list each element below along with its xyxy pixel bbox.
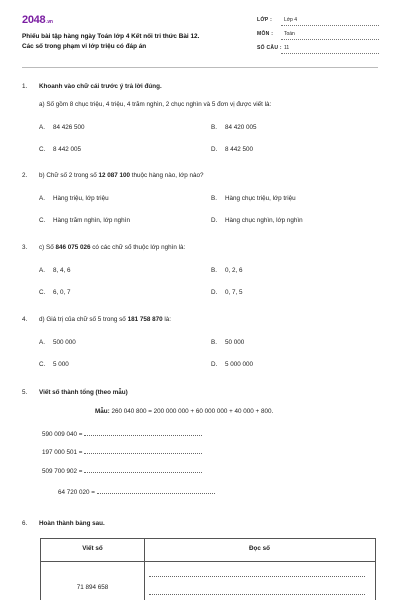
answer-line-1[interactable]: [149, 576, 365, 577]
worksheet-page: 2048.vn Phiếu bài tập hàng ngày Toán lớp 4 Kết nối tri thức Bài 12. Các số trong phạm vi lớp triệu có đáp án LỚP : Lớp 4 MÔN : Toán SỐ CÂU : 11 1. Khoanh vào chữ cái trước ý trả lời đúng. a) Số gồm 8 chục triệu, 4 triệu, 4 trăm nghìn, 2 chục nghìn và 5 đơn vị được viết là: A. 84 426 500 B. 84 420 005 C. 8 442 005 D. 8 442 500 2. b) Chữ số 2 trong số 12 087 100 thuộc hàng nào, lớp nào? A. Hàng triệu, lớp triệu B. Hàng chục triệu, lớp triệu C. Hàng trăm nghìn, lớp nghìn D. Hàng chục nghìn, lớp nghìn 3. c) Số 846 075 026 có các chữ số thuộc lớp nghìn là: A. 8, 4, 6 B. 0, 2, 6 C. 6, 0, 7 D. 0, 7, 5 4. d) Giá trị của chữ số 5 trong số 181 758 870 là: A. 500 000 B. 50 000 C. 5 000 D. 5 000 000 5. Viết số thành tổng (theo mẫu) Mẫu: 260 040 800 = 200 000 000 + 60 000 000 + 40 000 + 800. 590 009 040 = 197 000 501 = 509 700 902 = 64 720 020 = 6. Hoàn thành bảng sau. Viết số Đọc số 71 894 658: [0, 0, 400, 600]
q2-option-a[interactable]: A. Hàng triệu, lớp triệu: [39, 195, 109, 202]
q5-item-3[interactable]: 509 700 902 =: [42, 467, 202, 475]
q4-option-b[interactable]: B. 50 000: [211, 339, 245, 346]
q2-number: 2.: [22, 172, 28, 179]
q5-item-2[interactable]: 197 000 501 =: [42, 448, 202, 456]
q6-heading: Hoàn thành bảng sau.: [39, 520, 105, 527]
q5-heading: Viết số thành tổng (theo mẫu): [39, 389, 128, 396]
table-cell-number: 71 894 658: [76, 584, 109, 591]
q6-number: 6.: [22, 520, 28, 527]
q1-option-d[interactable]: D. 8 442 500: [211, 146, 254, 153]
q2-option-c[interactable]: C. Hàng trăm nghìn, lớp nghìn: [39, 217, 130, 224]
q4-option-d[interactable]: D. 5 000 000: [211, 361, 254, 368]
q2-option-b[interactable]: B. Hàng chục triệu, lớp triệu: [211, 195, 296, 202]
answer-line-2[interactable]: [149, 594, 365, 595]
table-header-read: Đọc số: [249, 545, 270, 552]
q4-text: d) Giá trị của chữ số 5 trong số 181 758 870 là:: [39, 316, 171, 323]
q3-option-b[interactable]: B. 0, 2, 6: [211, 267, 243, 274]
q1-number: 1.: [22, 83, 28, 90]
q4-option-a[interactable]: A. 500 000: [39, 339, 76, 346]
q5-item-4[interactable]: 64 720 020 =: [58, 488, 215, 496]
number-table: [40, 538, 376, 600]
q5-item-1[interactable]: 590 009 040 =: [42, 430, 202, 438]
q1-option-b[interactable]: B. 84 420 005: [211, 124, 257, 131]
q4-option-c[interactable]: C. 5 000: [39, 361, 69, 368]
header-divider: [22, 67, 378, 68]
q3-option-a[interactable]: A. 8, 4, 6: [39, 267, 71, 274]
q2-option-d[interactable]: D. Hàng chục nghìn, lớp nghìn: [211, 217, 303, 224]
worksheet-title: Phiếu bài tập hàng ngày Toán lớp 4 Kết nối tri thức Bài 12. Các số trong phạm vi lớp triệu có đáp án: [22, 33, 200, 50]
q3-option-d[interactable]: D. 0, 7, 5: [211, 289, 243, 296]
site-logo[interactable]: 2048.vn: [22, 14, 53, 26]
q2-text: b) Chữ số 2 trong số 12 087 100 thuộc hàng nào, lớp nào?: [39, 172, 204, 179]
q4-number: 4.: [22, 316, 28, 323]
q1-option-a[interactable]: A. 84 426 500: [39, 124, 85, 131]
q5-number: 5.: [22, 389, 28, 396]
table-header-write: Viết số: [82, 545, 103, 552]
q5-example: Mẫu: 260 040 800 = 200 000 000 + 60 000 000 + 40 000 + 800.: [95, 408, 274, 415]
q1-text: a) Số gồm 8 chục triệu, 4 triệu, 4 trăm nghìn, 2 chục nghìn và 5 đơn vị được viết là:: [39, 101, 272, 108]
q3-option-c[interactable]: C. 6, 0, 7: [39, 289, 71, 296]
q1-heading: Khoanh vào chữ cái trước ý trả lời đúng.: [39, 83, 162, 90]
q3-text: c) Số 846 075 026 có các chữ số thuộc lớp nghìn là:: [39, 244, 186, 251]
q1-option-c[interactable]: C. 8 442 005: [39, 146, 82, 153]
q3-number: 3.: [22, 244, 28, 251]
